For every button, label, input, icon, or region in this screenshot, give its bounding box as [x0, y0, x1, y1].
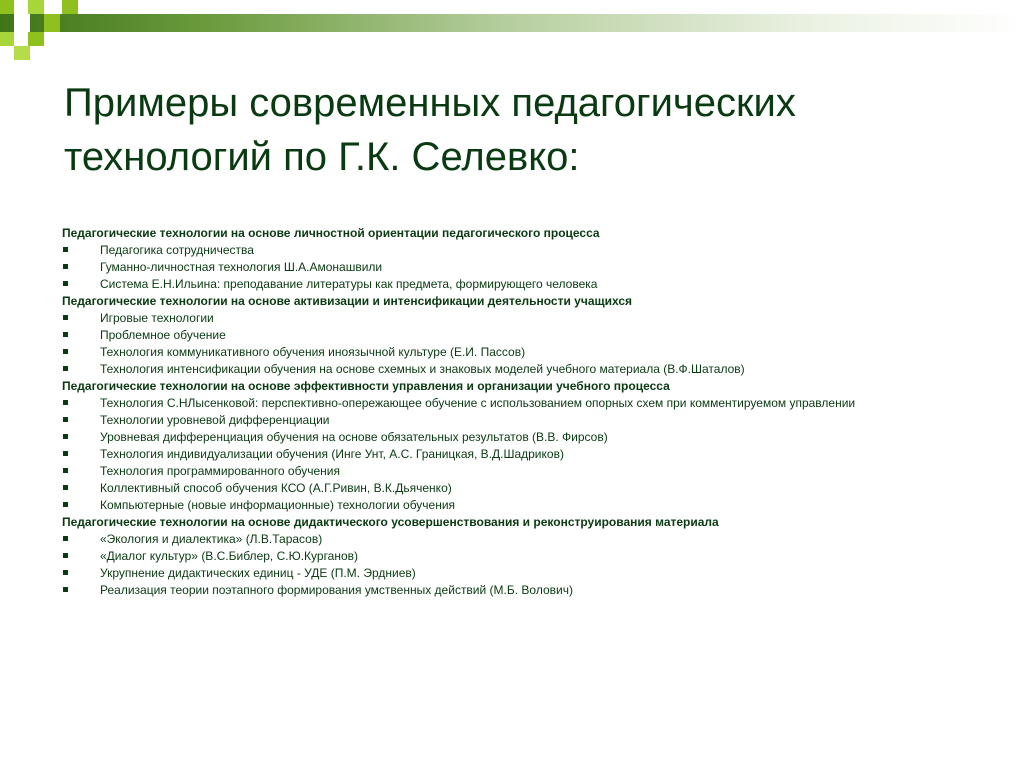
square-bullet-icon [63, 536, 68, 541]
square-bullet-icon [63, 400, 68, 405]
list-item-text: Система Е.Н.Ильина: преподавание литературы как предмета, формирующего человека [100, 277, 598, 291]
list-item [62, 548, 962, 565]
decor-square [62, 0, 78, 14]
technology-group [62, 293, 962, 378]
technology-group [62, 225, 962, 293]
list-item-text: Уровневая дифференциация обучения на основе обязательных результатов (В.В. Фирсов) [100, 430, 608, 444]
list-item-text: Технология программированного обучения [100, 464, 340, 478]
list-item-text: Технологии уровневой дифференциации [100, 413, 330, 427]
square-bullet-icon [63, 281, 68, 286]
list-item [62, 480, 962, 497]
list-item [62, 497, 962, 514]
square-bullet-icon [63, 247, 68, 252]
square-bullet-icon [63, 315, 68, 320]
decor-square [44, 14, 60, 32]
decor-square [28, 0, 44, 14]
group-heading: Педагогические технологии на основе дидактического усовершенствования и реконструирования материала [62, 515, 719, 529]
list-item [62, 310, 962, 327]
decor-square [14, 46, 30, 60]
header-band [0, 14, 1024, 32]
technology-group [62, 378, 962, 514]
square-bullet-icon [63, 349, 68, 354]
list-item-text: Технология индивидуализации обучения (Инге Унт, А.С. Границкая, В.Д.Шадриков) [100, 447, 564, 461]
item-list [62, 531, 962, 599]
list-item [62, 565, 962, 582]
list-item-text: Проблемное обучение [100, 328, 226, 342]
square-bullet-icon [63, 587, 68, 592]
list-item [62, 242, 962, 259]
square-bullet-icon [63, 502, 68, 507]
decor-square [0, 32, 14, 46]
square-bullet-icon [63, 553, 68, 558]
technology-group [62, 514, 962, 599]
list-item [62, 412, 962, 429]
list-item [62, 259, 962, 276]
square-bullet-icon [63, 485, 68, 490]
list-item-text: Компьютерные (новые информационные) технологии обучения [100, 498, 456, 512]
list-item [62, 531, 962, 548]
item-list [62, 310, 962, 378]
list-item-text: Игровые технологии [100, 311, 214, 325]
list-item [62, 327, 962, 344]
list-item-text: Технология С.НЛысенковой: перспективно-опережающее обучение с использованием опорных схем при комментируемом управлении [100, 396, 856, 410]
list-item-text: Реализация теории поэтапного формирования умственных действий (М.Б. Волович) [100, 583, 573, 597]
square-bullet-icon [63, 468, 68, 473]
list-item-text: Коллективный способ обучения КСО (А.Г.Ривин, В.К.Дьяченко) [100, 481, 452, 495]
group-heading: Педагогические технологии на основе личностной ориентации педагогического процесса [62, 226, 600, 240]
list-item-text: Технология интенсификации обучения на основе схемных и знаковых моделей учебного материала (В.Ф.Шаталов) [100, 362, 745, 376]
list-item [62, 446, 962, 463]
square-bullet-icon [63, 570, 68, 575]
list-item-text: Укрупнение дидактических единиц - УДЕ (П.М. Эрдниев) [100, 566, 416, 580]
list-item-text: «Диалог культур» (В.С.Библер, С.Ю.Курганов) [100, 549, 359, 563]
square-bullet-icon [63, 417, 68, 422]
list-item [62, 395, 962, 412]
square-bullet-icon [63, 264, 68, 269]
list-item-text: Технология коммуникативного обучения иноязычной культуре (Е.И. Пассов) [100, 345, 526, 359]
list-item-text: «Экология и диалектика» (Л.В.Тарасов) [100, 532, 323, 546]
list-item [62, 361, 962, 378]
square-bullet-icon [63, 332, 68, 337]
slide-title: Примеры современных педагогических технологий по Г.К. Селевко: [64, 81, 796, 179]
list-item [62, 276, 962, 293]
square-bullet-icon [63, 451, 68, 456]
decor-square [28, 32, 44, 46]
item-list [62, 395, 962, 514]
list-item-text: Гуманно-личностная технология Ш.А.Амонашвили [100, 260, 383, 274]
list-item [62, 463, 962, 480]
decor-square [14, 14, 30, 32]
item-list [62, 242, 962, 293]
decor-square [0, 0, 14, 14]
list-item-text: Педагогика сотрудничества [100, 243, 254, 257]
square-bullet-icon [63, 366, 68, 371]
list-item [62, 344, 962, 361]
list-item [62, 582, 962, 599]
slide-content [62, 225, 962, 599]
list-item [62, 429, 962, 446]
group-heading: Педагогические технологии на основе активизации и интенсификации деятельности учащихся [62, 294, 633, 308]
square-bullet-icon [63, 434, 68, 439]
group-heading: Педагогические технологии на основе эффективности управления и организации учебного процесса [62, 379, 670, 393]
